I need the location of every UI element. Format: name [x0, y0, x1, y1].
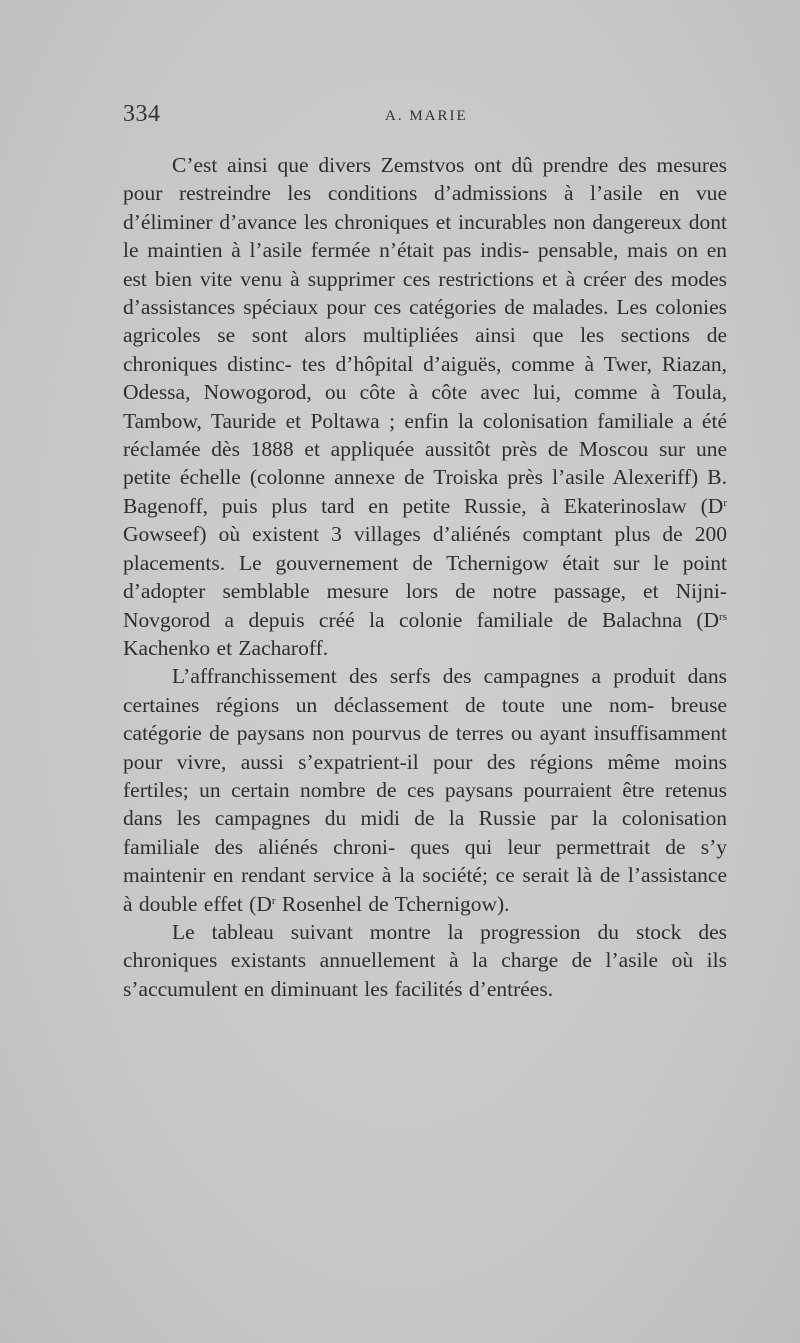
running-title: A. MARIE: [385, 108, 468, 124]
superscript-abbrev: rs: [719, 610, 727, 623]
paragraph-text: Rosenhel de Tchernigow).: [275, 891, 510, 916]
page-number: 334: [123, 101, 161, 127]
superscript-abbrev: r: [723, 496, 727, 509]
paragraph-affranchissement: [123, 662, 727, 918]
paragraph-text: L’affranchissement des serfs des campagnes a produit dans certaines régions un déclassement de toute une nom- breuse catégorie de paysans non pourvus de terres ou ayant insuffisamment pour vivre, aussi s’expatrient-il pour des régions même moins fertiles; un certain nombre de ces paysans pourraient être retenus dans les campagnes du midi de la Russie par la colonisation familiale des aliénés chroni- ques qui leur permettrait de s’y maintenir en rendant service à la société; ce serait là de l’assistance à double effet (D: [123, 664, 727, 916]
body-text: [123, 151, 727, 1003]
paragraph-text: C’est ainsi que divers Zemstvos ont dû prendre des mesures pour restreindre les conditions d’admissions à l’asile en vue d’éliminer d’avance les chroniques et incurables non dangereux dont le maintien à l’asile fermée n’était pas indis- pensable, mais on en est bien vite venu à supprimer ces restrictions et à créer des modes d’assistances spéciaux pour ces catégories de malades. Les colonies agricoles se sont alors multipliées ainsi que les sections de chroniques distinc- tes d’hôpital d’aiguës, comme à Twer, Riazan, Odessa, Nowogorod, ou côte à côte avec lui, comme à Toula, Tambow, Tauride et Poltawa ; enfin la colonisation familiale a été réclamée dès 1888 et appliquée aussitôt près de Moscou sur une petite échelle (colonne annexe de Troiska près l’asile Alexeriff) B. Bagenoff, puis plus tard en petite Russie, à Ekaterinoslaw (D: [123, 153, 727, 518]
paragraph-text: Kachenko et Zacharoff.: [123, 635, 329, 660]
paragraph-text: Le tableau suivant montre la progression du stock des chroniques existants annuellement à la charge de l’asile où ils s’accumulent en diminuant les facilités d’entrées.: [123, 919, 727, 1001]
superscript-abbrev: r: [271, 894, 276, 907]
running-head: [123, 101, 727, 133]
paragraph-tableau: [123, 918, 727, 1003]
paragraph-zemstvos: [123, 151, 727, 662]
paragraph-text: Gowseef) où existent 3 villages d’aliénés comptant plus de 200 placements. Le gouvernement de Tchernigow était sur le point d’adopter semblable mesure lors de notre passage, et Nijni-Novgorod a depuis créé la colonie familiale de Balachna (D: [123, 522, 727, 632]
